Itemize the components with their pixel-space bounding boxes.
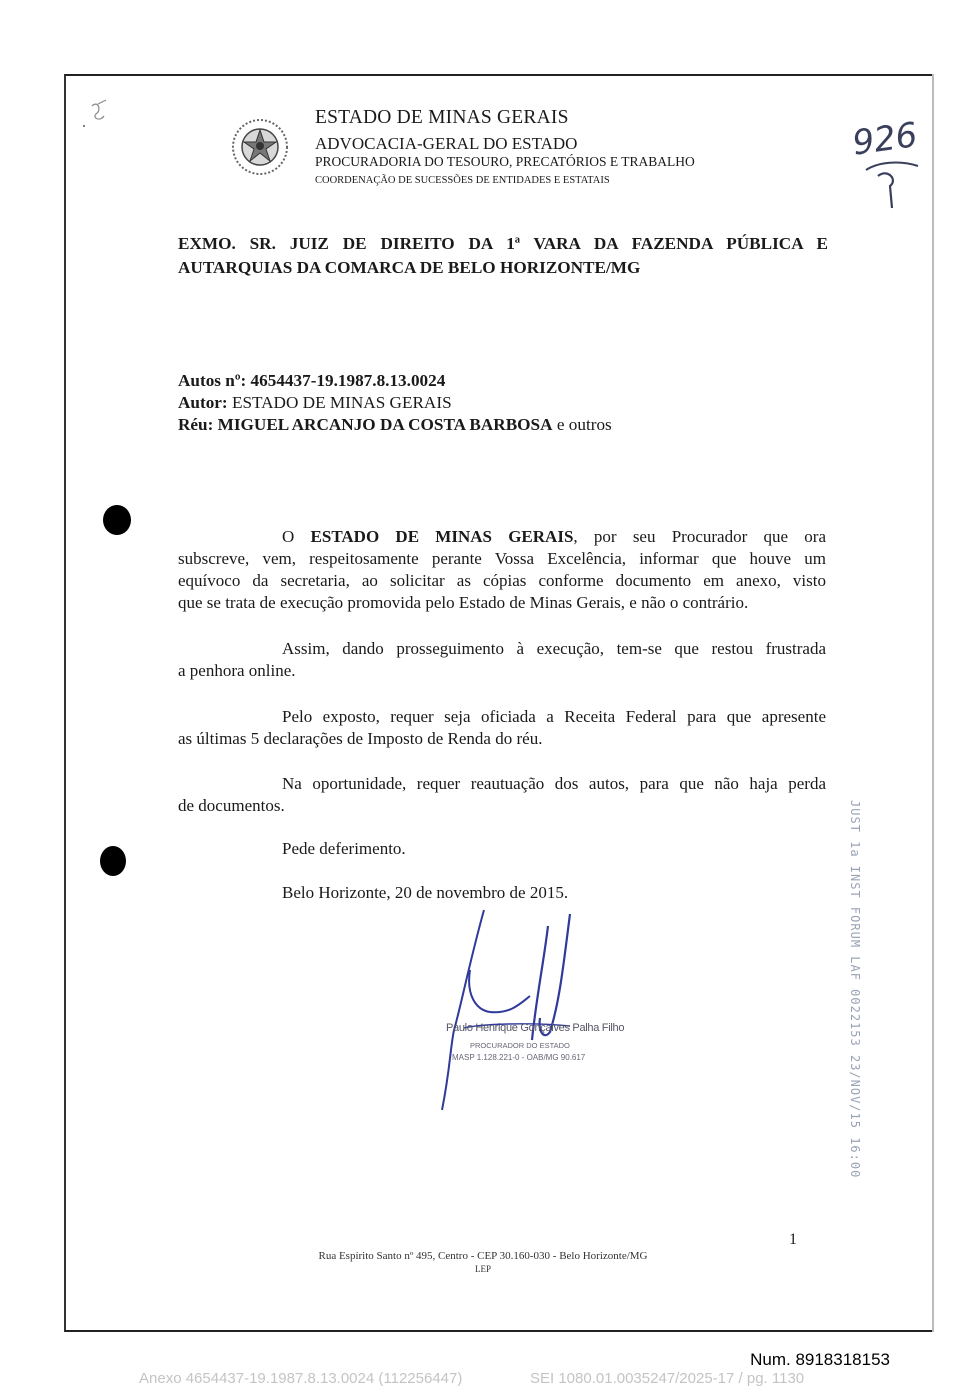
case-reu-label: Réu:: [178, 415, 214, 434]
paragraph-1-line-4: que se trata de execução promovida pelo Estado de Minas Gerais, e não o contrário.: [178, 593, 749, 612]
paragraph-4: [178, 773, 826, 817]
case-autor-value: ESTADO DE MINAS GERAIS: [231, 393, 452, 412]
case-reu-value: MIGUEL ARCANJO DA COSTA BARBOSA: [217, 415, 553, 434]
signatory-masp: MASP 1.128.221-0 - OAB/MG 90.617: [452, 1053, 586, 1062]
case-autos: [178, 370, 612, 392]
addressee-line-1: EXMO. SR. JUIZ DE DIREITO DA 1ª VARA DA FAZENDA PÚBLICA E: [178, 234, 828, 253]
paragraph-2-line-1: Assim, dando prosseguimento à execução, tem-se que restou frustrada: [282, 639, 826, 658]
paragraph-1: [178, 526, 826, 614]
handwritten-folio: [848, 110, 928, 210]
handwritten-mark-icon: [78, 96, 118, 136]
sei-reference: SEI 1080.01.0035247/2025-17 / pg. 1130: [530, 1370, 805, 1387]
punch-hole-bottom: [100, 846, 126, 876]
paragraph-1-line-1: O ESTADO DE MINAS GERAIS, por seu Procurador que ora: [282, 527, 827, 546]
coat-of-arms-icon: [230, 116, 290, 178]
addressee-line-2: AUTARQUIAS DA COMARCA DE BELO HORIZONTE/MG: [178, 258, 641, 277]
footer-address: Rua Espírito Santo nº 495, Centro - CEP 30.160-030 - Belo Horizonte/MG: [318, 1250, 648, 1262]
paragraph-2: [178, 638, 826, 682]
header-agency: ADVOCACIA-GERAL DO ESTADO: [315, 134, 578, 153]
case-autos-value: 4654437-19.1987.8.13.0024: [250, 371, 446, 390]
paragraph-3: [178, 706, 826, 750]
header-office: PROCURADORIA DO TESOURO, PRECATÓRIOS E TRABALHO: [315, 154, 695, 169]
paragraph-3-line-1: Pelo exposto, requer seja oficiada a Receita Federal para que apresente: [282, 707, 826, 726]
signature-scribble: [420, 900, 620, 1120]
protocol-stamp: JUST 1a INST FORUM LAF 0022153 23/NOV/15 16:00: [848, 800, 862, 1179]
case-autos-label: Autos nº:: [178, 371, 247, 390]
document-number: Num. 8918318153: [750, 1350, 890, 1369]
paragraph-1-line-2: subscreve, vem, respeitosamente perante Vossa Excelência, informar que houve um: [178, 549, 826, 568]
paragraph-4-line-2: de documentos.: [178, 796, 285, 815]
paragraph-2-line-2: a penhora online.: [178, 661, 296, 680]
header-coordination: COORDENAÇÃO DE SUCESSÕES DE ENTIDADES E ESTATAIS: [315, 175, 610, 186]
signatory-name: Paulo Henrique Gonçalves Palha Filho: [446, 1022, 625, 1034]
annex-reference: Anexo 4654437-19.1987.8.13.0024 (112256447): [139, 1370, 463, 1387]
signatory-role: PROCURADOR DO ESTADO: [470, 1041, 570, 1050]
case-autor: [178, 392, 612, 414]
case-reu-suffix: e outros: [556, 415, 612, 434]
header-state: ESTADO DE MINAS GERAIS: [315, 107, 569, 128]
case-info: [178, 370, 612, 436]
closing-request: Pede deferimento.: [282, 839, 406, 858]
paragraph-3-line-2: as últimas 5 declarações de Imposto de Renda do réu.: [178, 729, 543, 748]
closing-place-date: Belo Horizonte, 20 de novembro de 2015.: [282, 883, 569, 902]
handwritten-folio-number: 926: [850, 115, 920, 164]
punch-hole-top: [103, 505, 131, 535]
paragraph-1-bold: ESTADO DE MINAS GERAIS: [310, 527, 574, 546]
addressee-block: [178, 232, 828, 280]
paragraph-4-line-1: Na oportunidade, requer reautuação dos autos, para que não haja perda: [282, 774, 826, 793]
page-number: 1: [789, 1231, 797, 1248]
page-edge: [932, 74, 934, 1332]
paragraph-1-line-3: equívoco da secretaria, ao solicitar as cópias conforme documento em anexo, visto: [178, 571, 826, 590]
case-autor-label: Autor:: [178, 393, 228, 412]
case-reu: [178, 414, 612, 436]
footer-initials: LEP: [474, 1264, 491, 1274]
